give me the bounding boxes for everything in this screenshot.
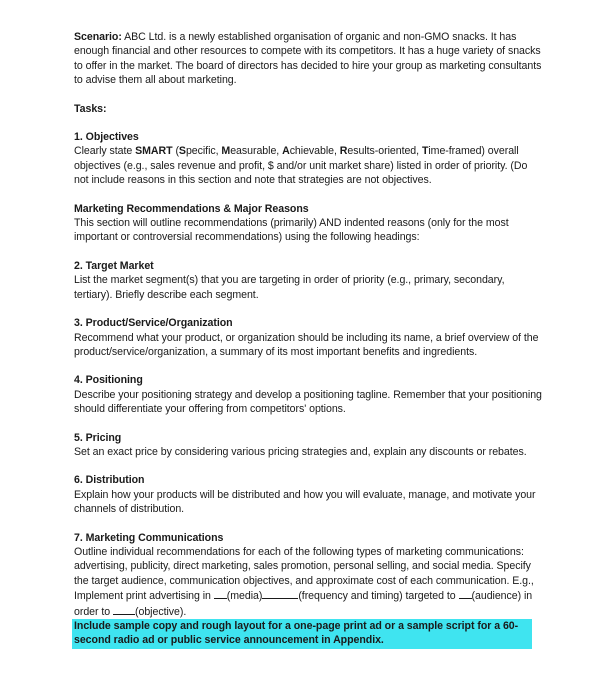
distribution-title: 6. Distribution [74,474,145,487]
target-market-text: List the market segment(s) that you are targeting in order of priority (e.g., primary, secondary, tertiary). Briefly describe each segment. [74,274,505,301]
smart-term: SMART [135,145,173,158]
frequency-text: (frequency and timing) targeted to [298,590,459,603]
objective-blank [113,604,135,615]
smart-t-rest: ime-framed) overall objectives (e.g., sales revenue and profit, $ and/or unit market share) listed in order of priority. (Do not include reasons in this section and note that strategies are not objectives. [74,145,528,187]
positioning-text: Describe your positioning strategy and develop a positioning tagline. Remember that your positioning should differentiate your offering from competitors' options. [74,388,542,416]
section-target-market [74,259,544,302]
audience-text: (audience) in order to [74,590,533,618]
pricing-title: 5. Pricing [74,431,122,444]
smart-t: T [421,145,429,158]
appendix-highlight: Include sample copy and rough layout for a one-page print ad or a sample script for a 60-second radio ad or public service announcement in Appendix. [72,619,532,649]
positioning-title: 4. Positioning [74,374,143,387]
smart-m: M [221,145,231,158]
section-product [74,316,544,359]
recommendations-text: This section will outline recommendations (primarily) AND indented reasons (only for the most important or controversial recommendations) using the following headings: [74,217,509,244]
objectives-text-b: ( [172,145,179,158]
distribution-text: Explain how your products will be distributed and how you will evaluate, manage, and motivate your channels of distribution. [74,488,536,516]
communications-title: 7. Marketing Communications [74,531,224,544]
section-pricing [74,431,544,460]
smart-r: R [339,145,348,158]
document-page [74,30,544,663]
smart-s-rest: pecific, [185,145,222,158]
objectives-title: 1. Objectives [74,131,139,144]
smart-m-rest: easurable, [230,145,283,158]
objectives-text-a: Clearly state [74,145,136,158]
media-word: (media) [226,590,263,603]
smart-a: A [282,145,290,158]
media-blank [214,588,227,599]
frequency-blank [262,588,298,599]
smart-s: S [178,145,186,158]
product-text: Recommend what your product, or organization should be including its name, a brief overview of the product/service/organization, a summary of its most important benefits and ingredients. [74,331,539,358]
target-market-title: 2. Target Market [74,259,154,272]
pricing-text: Set an exact price by considering various pricing strategies and, explain any discounts or rebates. [74,445,527,458]
section-objectives [74,130,544,188]
scenario-paragraph [74,30,544,88]
section-communications [74,531,544,649]
product-title: 3. Product/Service/Organization [74,317,233,330]
smart-r-rest: esults-oriented, [347,145,422,158]
section-positioning [74,373,544,416]
scenario-text: ABC Ltd. is a newly established organisation of organic and non-GMO snacks. It has enough financial and other resources to compete with its competitors. It has a huge variety of snacks to offer in the market. The board of directors has decided to hire your group as marketing consultants to advise them all about marketing. [74,31,542,87]
audience-blank [459,588,472,599]
tasks-heading: Tasks: [74,102,107,115]
recommendations-title: Marketing Recommendations & Major Reasons [74,202,309,215]
smart-a-rest: chievable, [289,145,340,158]
objective-text: (objective). [135,605,187,618]
section-recommendations [74,202,544,245]
communications-text: Outline individual recommendations for each of the following types of marketing communications: advertising, publicity, direct marketing, sales promotion, personal selling, and social media. Specify the target audience, communication objectives, and approximate cost of each communication. E.g., Implement print advertising in [74,545,534,603]
section-distribution [74,473,544,516]
scenario-label: Scenario: [74,31,122,43]
